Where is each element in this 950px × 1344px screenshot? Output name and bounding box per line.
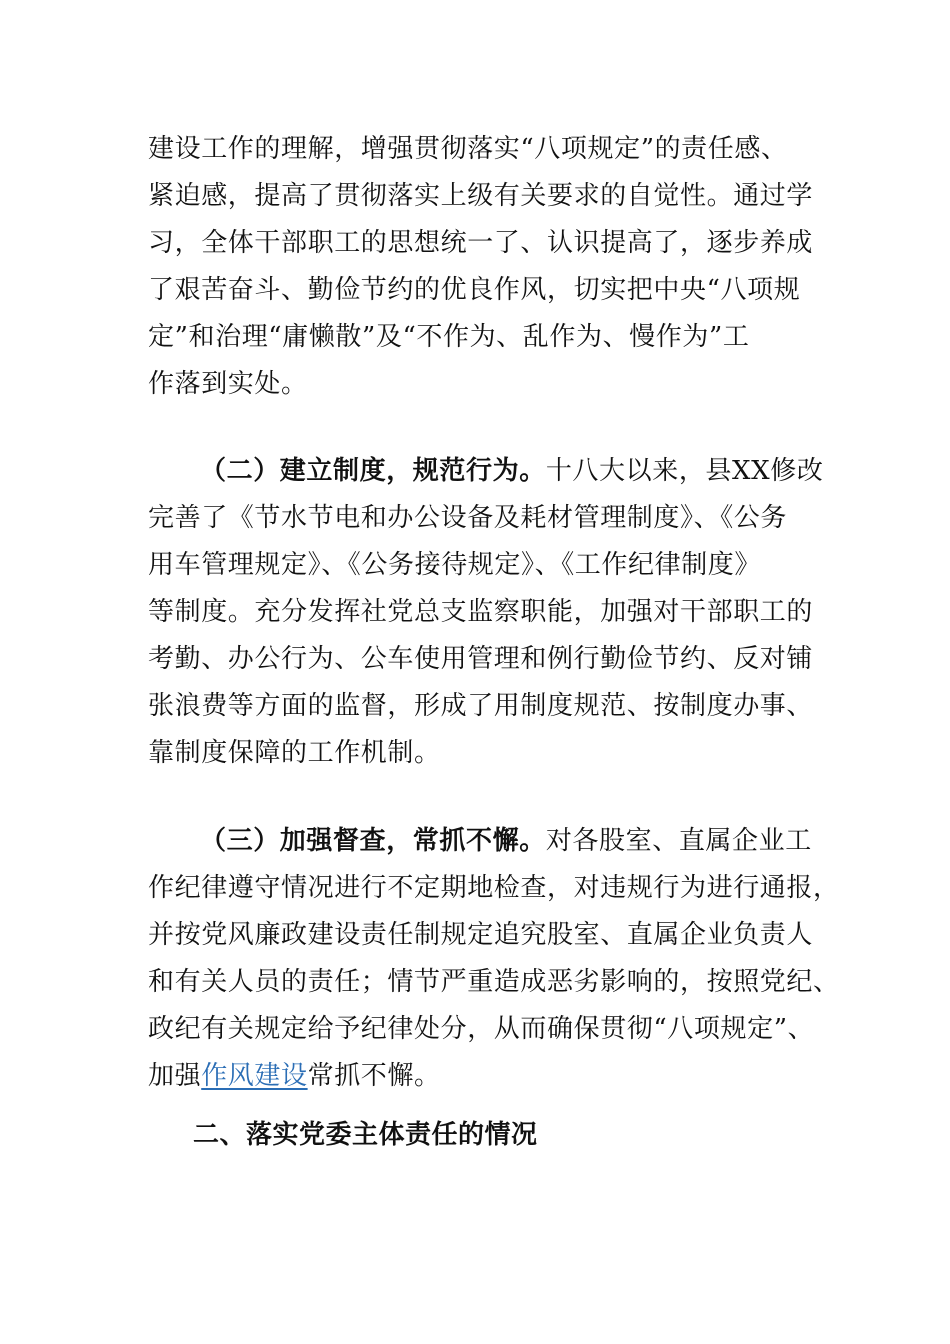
paragraph-3-heading: （三）加强督查，常抓不懈。 [200, 826, 546, 856]
paragraph-1-line: 作落到实处。 [148, 369, 308, 399]
paragraph-1-line: 习，全体干部职工的思想统一了、认识提高了，逐步养成 [148, 228, 814, 258]
section-heading: 二、落实党委主体责任的情况 [193, 1120, 538, 1150]
paragraph-2-line: 等制度。充分发挥社党总支监察职能，加强对干部职工的 [148, 597, 814, 627]
paragraph-3-line: 政纪有关规定给予纪律处分，从而确保贯彻“八项规定”、 [148, 1014, 815, 1044]
paragraph-2-first-line [148, 448, 824, 495]
paragraph-2-line: 考勤、办公行为、公车使用管理和例行勤俭节约、反对铺 [148, 644, 814, 674]
paragraph-3-last-line-suffix: 常抓不懈。 [307, 1061, 441, 1091]
paragraph-3-line: 作纪律遵守情况进行不定期地检查，对违规行为进行通报， [148, 873, 840, 903]
paragraph-3-line: 并按党风廉政建设责任制规定追究股室、直属企业负责人 [148, 920, 814, 950]
paragraph-2-heading: （二）建立制度，规范行为。 [200, 456, 546, 486]
paragraph-3-line: 和有关人员的责任；情节严重造成恶劣影响的，按照党纪、 [148, 967, 840, 997]
paragraph-1-line: 建设工作的理解，增强贯彻落实“八项规定”的责任感、 [148, 134, 788, 164]
style-building-link[interactable]: 作风建设 [201, 1061, 308, 1091]
paragraph-2-line: 靠制度保障的工作机制。 [148, 738, 441, 768]
paragraph-3 [148, 818, 840, 1100]
paragraph-2-line: 完善了《节水节电和办公设备及耗材管理制度》、《公务 [148, 503, 788, 533]
paragraph-3-last-line [148, 1053, 798, 1100]
paragraph-2 [148, 448, 824, 777]
paragraph-2-first-line-text: 十八大以来，县XX修改 [545, 456, 824, 486]
paragraph-1 [148, 126, 814, 408]
paragraph-3-last-line-prefix: 加强 [148, 1061, 202, 1091]
paragraph-3-first-line [148, 818, 812, 865]
paragraph-1-line: 了艰苦奋斗、勤俭节约的优良作风，切实把中央“八项规 [148, 275, 801, 305]
paragraph-2-line: 用车管理规定》、《公务接待规定》、《工作纪律制度》 [148, 550, 762, 580]
paragraph-1-line: 紧迫感，提高了贯彻落实上级有关要求的自觉性。通过学 [148, 181, 814, 211]
paragraph-3-first-line-text: 对各股室、直属企业工 [545, 826, 812, 856]
paragraph-2-line: 张浪费等方面的监督，形成了用制度规范、按制度办事、 [148, 691, 814, 721]
paragraph-1-line: 定”和治理“庸懒散”及“不作为、乱作为、慢作为”工 [148, 322, 750, 352]
